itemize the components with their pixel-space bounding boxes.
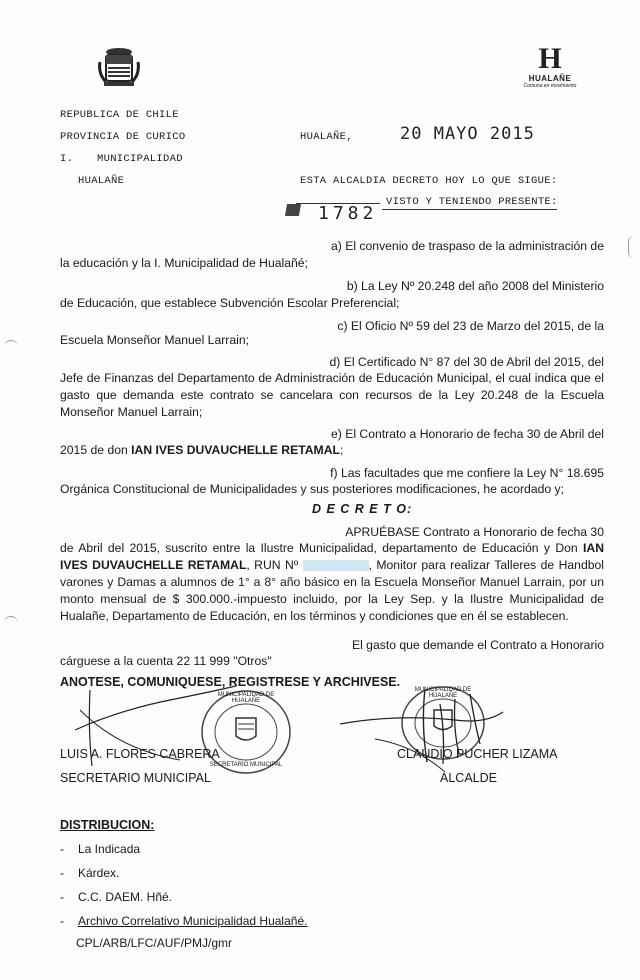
visto-b-first: b) La Ley Nº 20.248 del año 2008 del Ministerio	[346, 279, 604, 293]
margin-mark	[628, 236, 639, 258]
stamp-mark-icon	[285, 204, 301, 216]
visto-a-rest: la educación y la I. Municipalidad de Hualañé;	[60, 256, 308, 270]
distribucion-item-label: Archivo Correlativo Municipalidad Hualañé.	[78, 914, 308, 928]
hualane-logo-letter: H	[538, 42, 562, 75]
distribucion-item: - Kárdex.	[60, 866, 120, 880]
decreto-p1-rest	[60, 540, 604, 625]
distribucion-item: - La Indicada	[60, 842, 141, 856]
hualane-logo	[522, 44, 578, 100]
distribucion-item-label: Kárdex.	[78, 866, 120, 880]
decreto-p1-first: APRUÉBASE Contrato a Honorario de fecha 30	[345, 525, 604, 539]
header-provincia: PROVINCIA DE CURICO	[60, 131, 186, 143]
secretario-title: SECRETARIO MUNICIPAL	[60, 771, 211, 785]
decreto-p2-first: El gasto que demande el Contrato a Honorario	[351, 638, 604, 652]
visto-e-pre: 2015 de don	[60, 443, 132, 457]
distribucion-item: - C.C. DAEM. Hñé.	[60, 890, 173, 904]
decreto-title: D E C R E T O:	[312, 502, 413, 516]
run-redacted	[303, 560, 369, 571]
visto-c-rest: Escuela Monseñor Manuel Larrain;	[60, 333, 250, 347]
visto-d-rest: Jefe de Finanzas del Departamento de Administración de Educación Municipal, el cual indica que el gasto que demanda este contrato se cancelara con recursos de la Ley 20.248 de la Escuela Monseñor Manuel Larrain;	[60, 371, 604, 419]
alcalde-name: CLAUDIO PUCHER LIZAMA	[397, 747, 558, 761]
visto-c-first: c) El Oficio Nº 59 del 23 de Marzo del 2015, de la	[337, 319, 604, 333]
secretario-seal-top: MUNICIPALIDAD DE HUALAÑE	[217, 692, 275, 704]
distribucion-title: DISTRIBUCION:	[60, 818, 155, 832]
secretario-seal-bottom: SECRETARIO MUNICIPAL	[209, 762, 283, 768]
visto-e-name: IAN IVES DUVAUCHELLE RETAMAL	[131, 443, 340, 457]
header-place: HUALAÑE,	[300, 131, 353, 143]
chile-coat-of-arms-logo	[96, 44, 142, 90]
visto-e-post: ;	[339, 443, 344, 457]
decreto-p1-name: IAN IVES DUVAUCHELLE RETAMAL	[60, 541, 604, 572]
margin-mark	[4, 616, 18, 629]
decreto-p2-rest: cárguese a la cuenta 22 11 999 "Otros"	[60, 654, 272, 668]
visto-line: VISTO Y TENIENDO PRESENTE:	[386, 196, 558, 208]
alcalde-title: ALCALDE	[440, 771, 497, 785]
distribucion-item-label: La Indicada	[78, 842, 141, 856]
visto-a-first: a) El convenio de traspaso de la administración de	[330, 239, 604, 253]
distribucion-item-label: C.C. DAEM. Hñé.	[78, 890, 173, 904]
margin-mark	[4, 340, 18, 353]
decree-number: 1782	[318, 203, 378, 224]
hualane-logo-name: HUALAÑE	[528, 74, 572, 83]
visto-underline	[382, 209, 557, 210]
visto-d-first: d) El Certificado N° 87 del 30 de Abril del 2015, del	[329, 355, 604, 369]
anotese-line: ANOTESE, COMUNIQUESE, REGISTRESE Y ARCHIVESE.	[60, 675, 401, 689]
visto-f-first: f) Las facultades que me confiere la Ley N° 18.695	[330, 466, 604, 480]
decreto-p1-c: , Monitor para realizar Talleres de Handbol varones y Damas a alumnos de 1° a 8° año básico en la Escuela Monseñor Manuel Larrain, por un monto mensual de $ 300.000.-impuesto incluido, por la Ley Sep. y la Ilustre Municipalidad de Hualañe, Departamento de Educación, en los términos y condiciones que en él se establecen.	[60, 558, 604, 623]
visto-e-rest	[60, 442, 604, 459]
distribucion-initials: CPL/ARB/LFC/AUF/PMJ/gmr	[76, 936, 233, 950]
visto-f-rest: Orgánica Constitucional de Municipalidades y sus posteriores modificaciones, he acordado y;	[60, 482, 565, 496]
header-republica: REPUBLICA DE CHILE	[60, 109, 179, 121]
distribucion-item: - Archivo Correlativo Municipalidad Hualañé.	[60, 914, 308, 928]
header-municipalidad: MUNICIPALIDAD	[97, 153, 183, 165]
header-i: I.	[60, 153, 74, 165]
hualane-logo-tagline: Comuna en movimiento	[523, 83, 577, 89]
visto-b-rest: de Educación, que establece Subvención Escolar Preferencial;	[60, 296, 400, 310]
secretario-name: LUIS A. FLORES CABRERA	[60, 747, 220, 761]
decreto-p1-b: , RUN Nº	[246, 558, 303, 572]
alcalde-seal-top: MUNICIPALIDAD DE HUALAÑE	[414, 687, 472, 699]
date-stamp: 20 MAYO 2015	[400, 124, 535, 144]
alcalde-signature	[335, 684, 505, 784]
decreto-p1-a: de Abril del 2015, suscrito entre la Ilustre Municipalidad, departamento de Educación y Don	[60, 541, 583, 555]
alcaldia-line: ESTA ALCALDIA DECRETO HOY LO QUE SIGUE:	[300, 175, 558, 187]
visto-e-first: e) El Contrato a Honorario de fecha 30 de Abril del	[330, 427, 604, 441]
header-hualane: HUALAÑE	[78, 175, 125, 187]
